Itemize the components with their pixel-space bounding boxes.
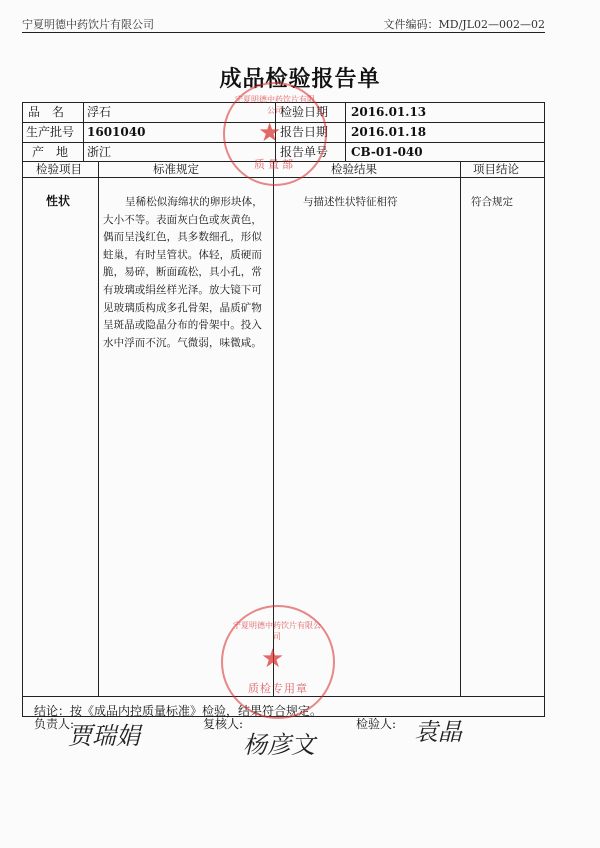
report-date-label: 报告日期	[280, 125, 329, 139]
row-result: 与描述性状特征相符	[303, 196, 398, 208]
conclusion-text: 结论：按《成品内控质量标准》检验，结果符合规定。	[34, 704, 323, 718]
report-date-value: 2016.01.18	[351, 125, 427, 139]
origin-label: 产 地	[32, 145, 69, 159]
origin-value: 浙江	[87, 145, 112, 159]
batch-label: 生产批号	[26, 125, 75, 139]
reviewer-signature: 杨彦文	[243, 731, 315, 759]
col-header-standard: 标准规定	[153, 162, 199, 176]
row-item: 性状	[46, 194, 71, 208]
batch-value: 1601040	[87, 125, 146, 139]
col-header-item: 检验项目	[36, 162, 82, 176]
document-code: 文件编码：MD/JL02—002—02	[383, 18, 545, 31]
responsible-signature: 贾瑞娟	[68, 722, 140, 750]
col-divider	[460, 161, 461, 697]
row-conclusion: 符合规定	[471, 196, 513, 208]
name-label: 品 名	[28, 105, 65, 119]
test-date-label: 检验日期	[280, 105, 329, 119]
header-divider	[22, 32, 545, 33]
test-date-value: 2016.01.13	[351, 105, 427, 119]
name-value: 浮石	[87, 105, 112, 119]
report-no-label: 报告单号	[280, 145, 329, 159]
col-divider	[83, 103, 84, 162]
row-standard: 呈稀松似海绵状的卵形块体，大小不等。表面灰白色或灰黄色，偶而呈浅红色，具多数细孔，形似蛀巢，有时呈管状。体轻，质硬而脆，易碎，断面疏松，具小孔，常有玻璃或绢丝样光泽。放大镜下可见玻璃质构成多孔骨架，晶质矿物呈斑晶或隐晶分布的骨架中。投入水中浮而不沉。气微弱，味微咸。	[103, 196, 263, 349]
col-divider	[345, 103, 346, 162]
company-name: 宁夏明德中药饮片有限公司	[22, 18, 154, 31]
report-title: 成品检验报告单	[219, 67, 381, 92]
responsible-label: 负责人:	[34, 717, 75, 731]
inspector-signature: 袁晶	[414, 718, 462, 746]
report-no-value: CB-01-040	[351, 145, 423, 159]
reviewer-label: 复核人:	[203, 717, 244, 731]
col-header-conclusion: 项目结论	[473, 162, 519, 176]
col-divider	[98, 161, 99, 697]
inspector-label: 检验人:	[356, 717, 397, 731]
col-header-result: 检验结果	[331, 162, 377, 176]
